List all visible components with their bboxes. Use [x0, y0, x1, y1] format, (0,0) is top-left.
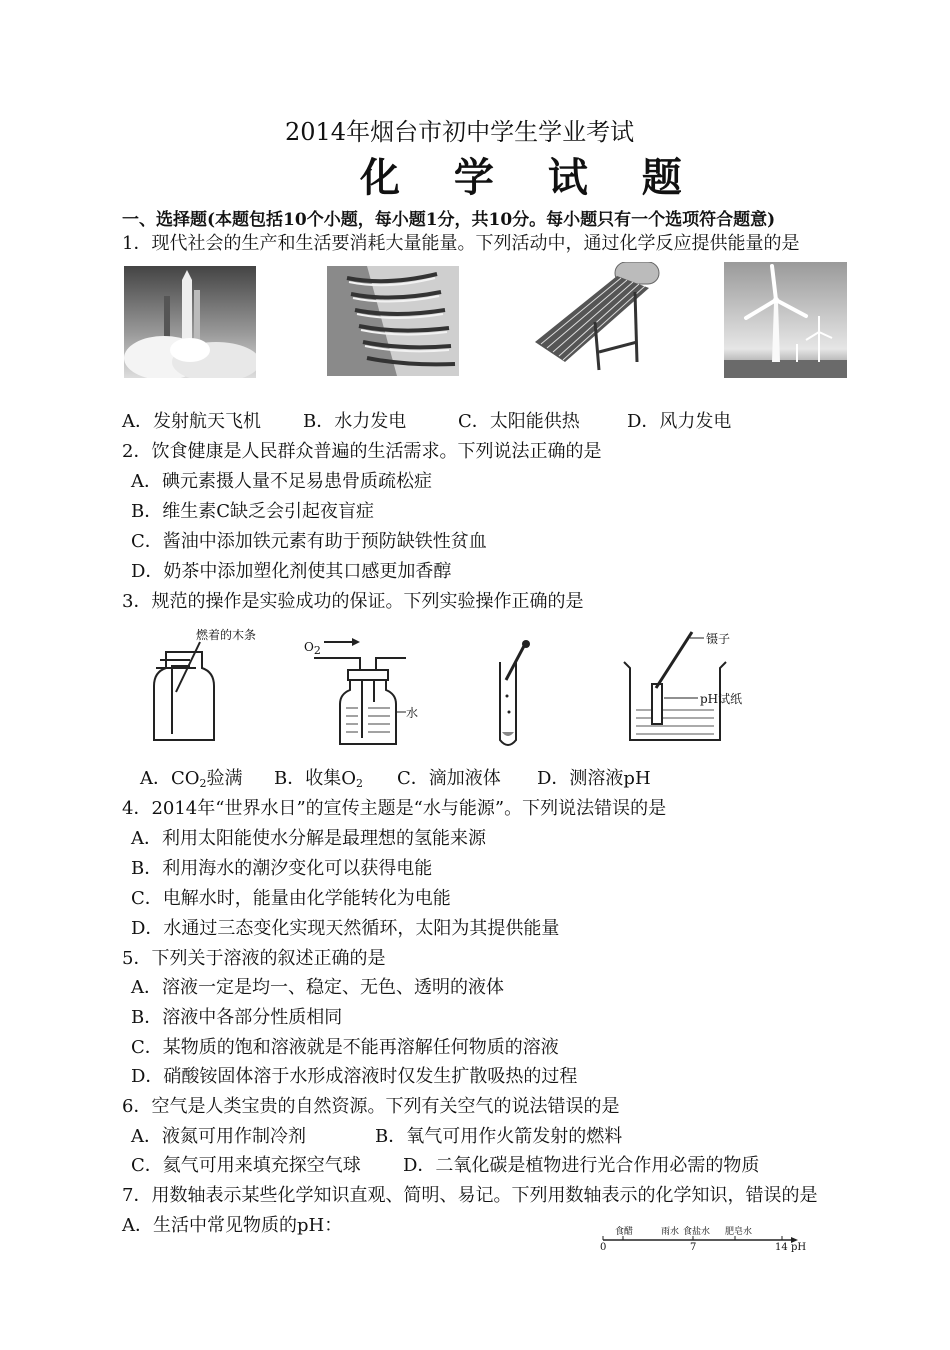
solar-heater-photo: [525, 262, 660, 374]
exam-title: 化 学 试 题: [360, 154, 702, 201]
q2-option-a: A．碘元素摄人量不足易患骨质疏松症: [131, 471, 432, 492]
q3-stem: 3．规范的操作是实验成功的保证。下列实验操作正确的是: [122, 591, 584, 612]
q4-option-d: D．水通过三态变化实现天然循环，太阳为其提供能量: [131, 918, 560, 939]
q3-option-c: C．滴加液体: [397, 768, 501, 789]
q3-option-a: A．$CO_2$验满: [140, 768, 243, 790]
axis-label-soapwater: 肥皂水: [725, 1227, 753, 1237]
o2-label: $O_2$: [304, 640, 321, 657]
q6-option-c: C．氦气可用来填充探空气球: [131, 1155, 361, 1176]
q7-stem: 7．用数轴表示某些化学知识直观、简明、易记。下列用数轴表示的化学知识，错误的是: [122, 1185, 818, 1206]
q5-option-a: A．溶液一定是均一、稳定、无色、透明的液体: [131, 977, 504, 998]
ph-test-figure: [620, 628, 790, 754]
exam-subtitle: 2014年烟台市初中学生学业考试: [285, 118, 635, 146]
axis-label-saltwater: 食盐水: [683, 1227, 711, 1237]
q4-option-a: A．利用太阳能使水分解是最理想的氢能来源: [131, 828, 486, 849]
q1-stem: 1．现代社会的生产和生活要消耗大量能量。下列活动中，通过化学反应提供能量的是: [122, 233, 800, 254]
wind-turbine-photo: [724, 262, 847, 378]
burning-stick-label: 燃着的木条: [196, 628, 257, 642]
q2-option-b: B．维生素C缺乏会引起夜盲症: [131, 501, 374, 522]
q2-option-c: C．酱油中添加铁元素有助于预防缺铁性贫血: [131, 531, 487, 552]
q1-option-d: D．风力发电: [627, 411, 732, 432]
q2-stem: 2．饮食健康是人民群众普遍的生活需求。下列说法正确的是: [122, 441, 602, 462]
o2-collect-figure: [302, 632, 432, 752]
co2-full-test-figure: [150, 622, 280, 752]
q4-option-c: C．电解水时，能量由化学能转化为电能: [131, 888, 451, 909]
q4-stem: 4．2014年“世界水日”的宣传主题是“水与能源”。下列说法错误的是: [122, 798, 667, 819]
q6-stem: 6．空气是人类宝贵的自然资源。下列有关空气的说法错误的是: [122, 1096, 620, 1117]
hydropower-photo: [327, 266, 459, 376]
q5-option-b: B．溶液中各部分性质相同: [131, 1007, 343, 1028]
axis-tick-14: 14: [775, 1242, 788, 1253]
q3-option-b: B．收集$O_2$: [274, 768, 363, 790]
section-heading: 一、选择题(本题包括10个小题，每小题1分，共10分。每小题只有一个选项符合题意): [122, 210, 776, 230]
q5-stem: 5．下列关于溶液的叙述正确的是: [122, 948, 386, 969]
q4-option-b: B．利用海水的潮汐变化可以获得电能: [131, 858, 433, 879]
axis-unit-ph: pH: [791, 1242, 807, 1253]
space-shuttle-photo: [124, 266, 256, 378]
q6-option-a: A．液氮可用作制冷剂: [131, 1126, 306, 1147]
ph-number-line: [595, 1222, 810, 1258]
dropper-figure: [490, 640, 540, 750]
q3-option-d: D．测溶液pH: [537, 768, 651, 789]
q1-option-b: B．水力发电: [303, 411, 407, 432]
q1-option-a: A．发射航天飞机: [122, 411, 261, 432]
q6-option-b: B．氧气可用作火箭发射的燃料: [375, 1126, 623, 1147]
q6-option-d: D．二氧化碳是植物进行光合作用必需的物质: [403, 1155, 760, 1176]
tweezers-label: 镊子: [706, 632, 731, 646]
q7-option-a: A．生活中常见物质的pH：: [122, 1215, 343, 1236]
q5-option-c: C．某物质的饱和溶液就是不能再溶解任何物质的溶液: [131, 1037, 559, 1058]
axis-tick-7: 7: [690, 1242, 697, 1253]
axis-label-rainwater: 雨水: [661, 1227, 680, 1237]
axis-label-vinegar: 食醋: [615, 1227, 634, 1237]
water-label: 水: [406, 706, 419, 720]
q5-option-d: D．硝酸铵固体溶于水形成溶液时仅发生扩散吸热的过程: [131, 1066, 578, 1087]
q1-option-c: C．太阳能供热: [458, 411, 580, 432]
axis-tick-0: 0: [600, 1242, 607, 1253]
q2-option-d: D．奶茶中添加塑化剂使其口感更加香醇: [131, 561, 452, 582]
ph-paper-label: pH试纸: [700, 692, 743, 706]
